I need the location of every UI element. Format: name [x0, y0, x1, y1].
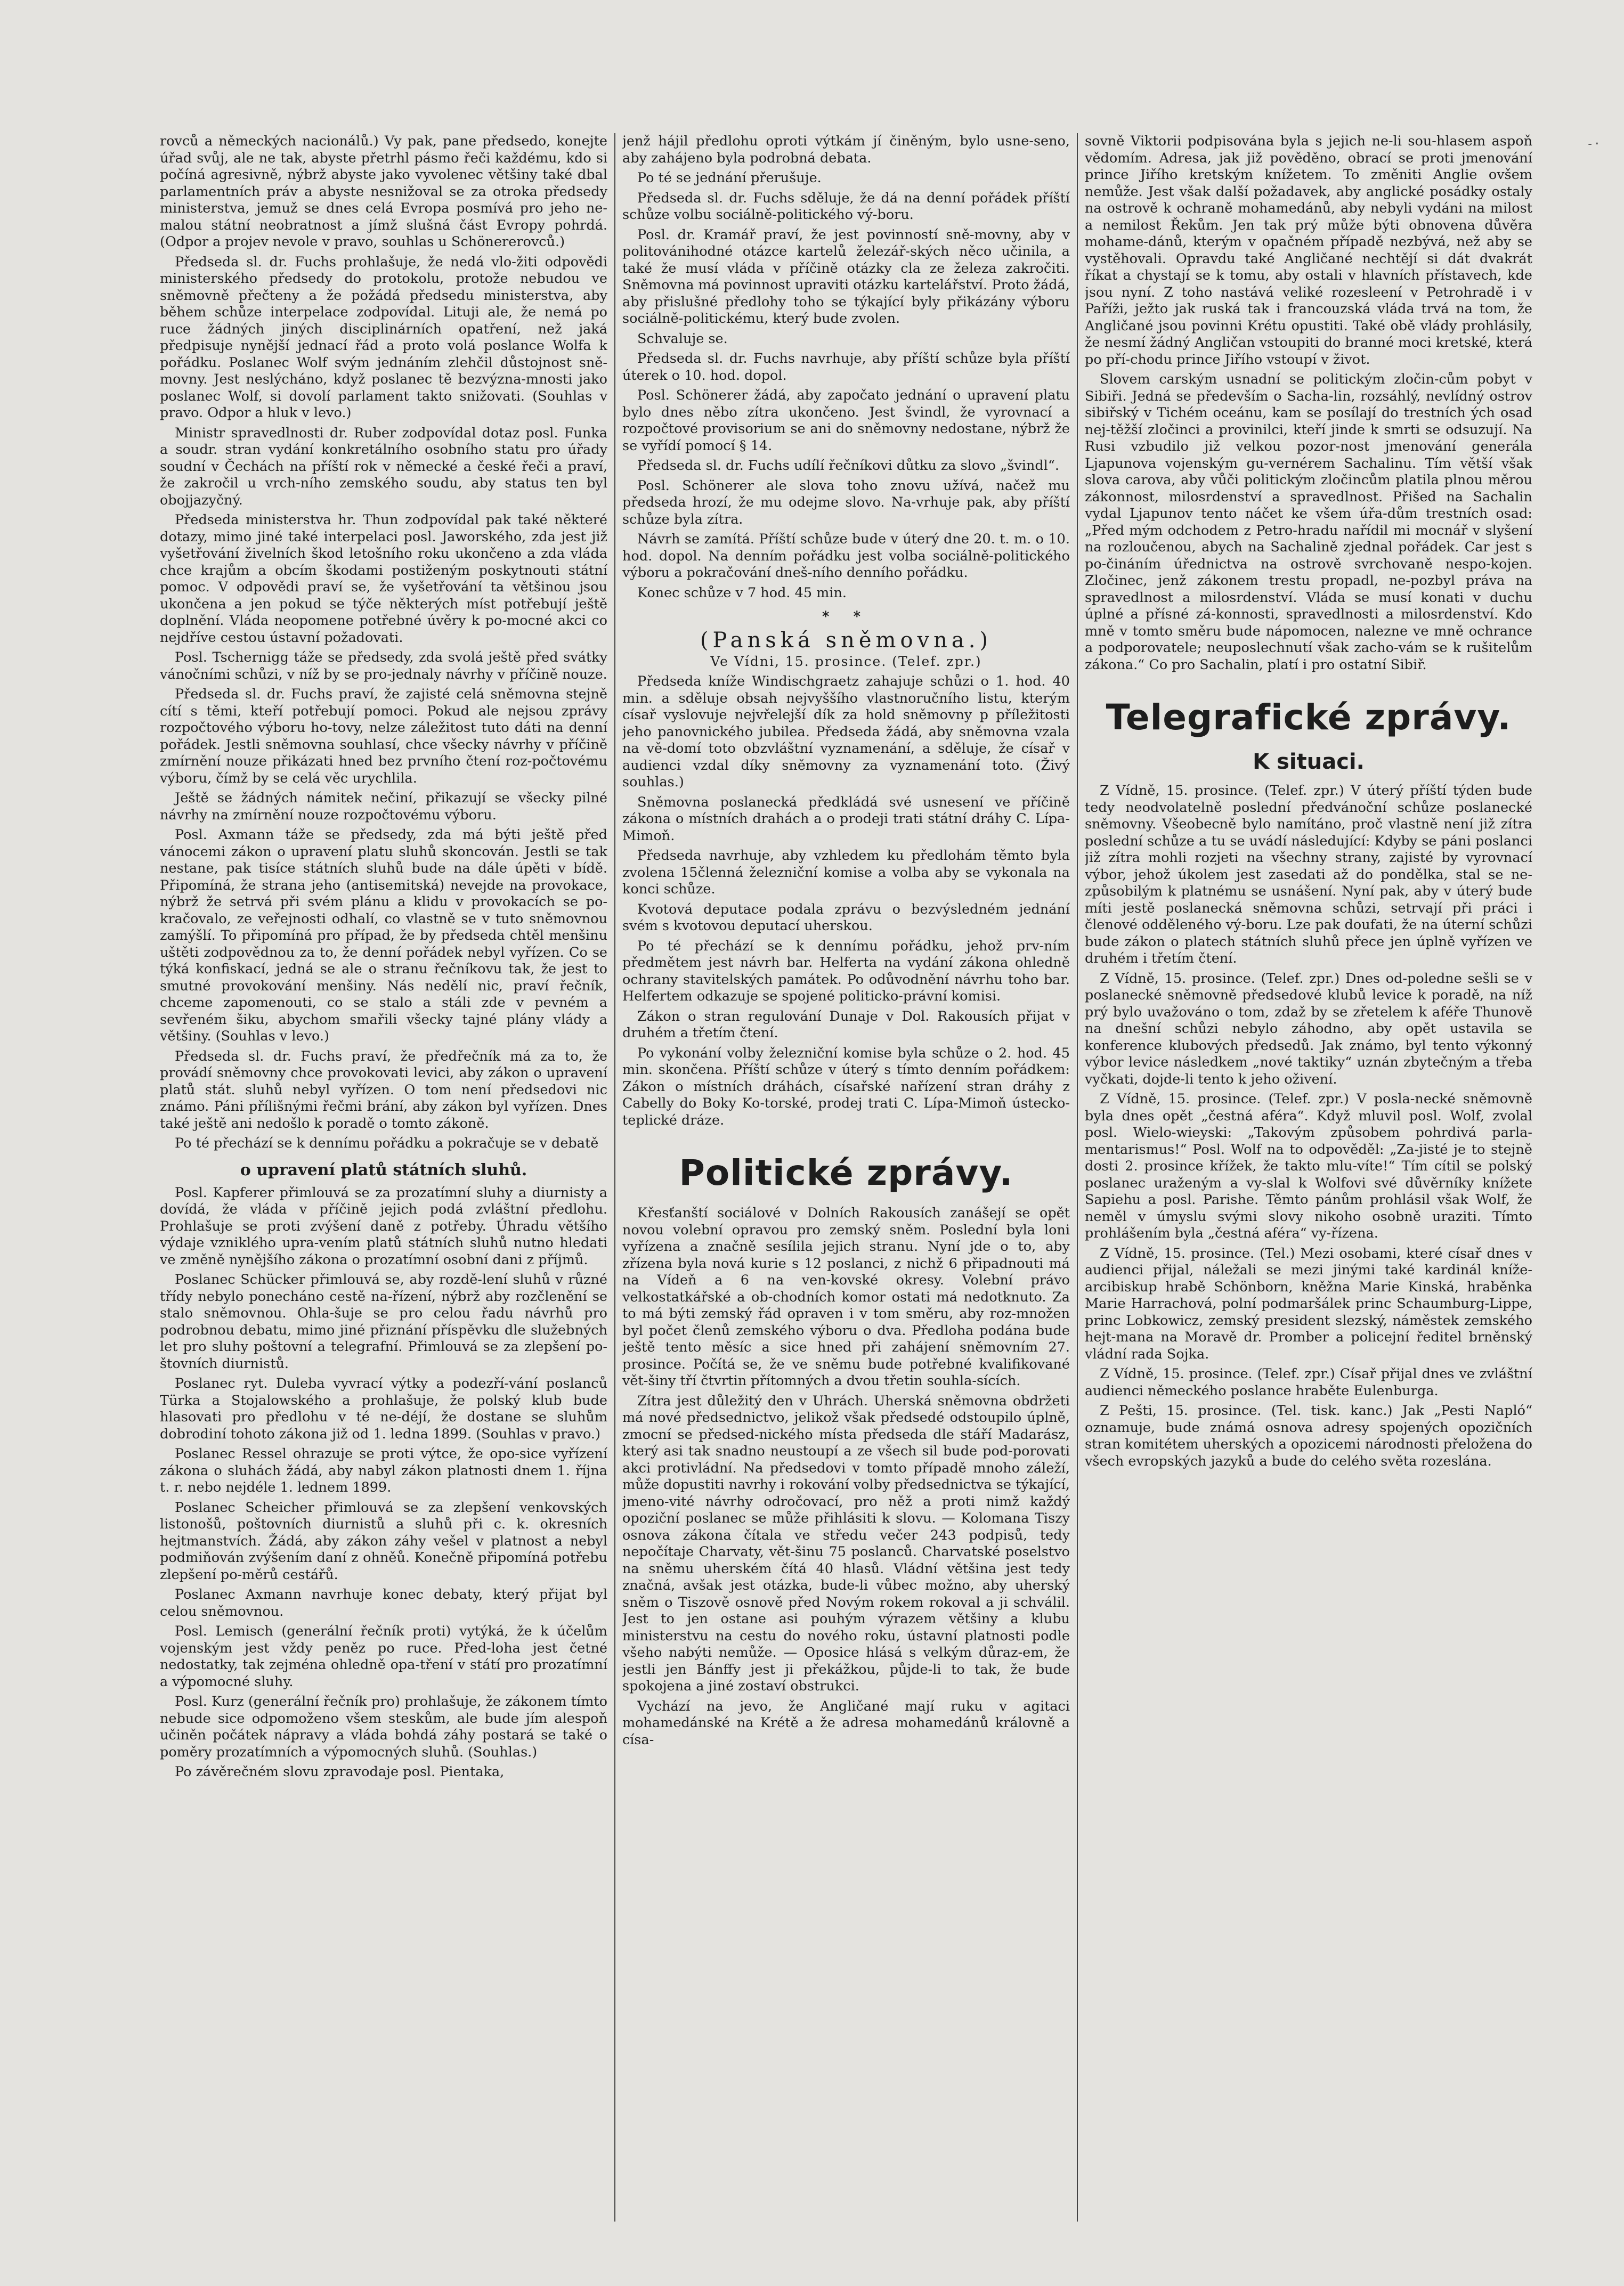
article-paragraph: Po té přechází se k dennímu pořádku a pokračuje se v debatě	[175, 1135, 599, 1151]
article-paragraph: Předseda navrhuje, aby vzhledem ku předlohám těmto byla zvolena 15členná železniční komise a volba aby se vykonala na konci schůze.	[622, 848, 1070, 897]
article-paragraph: Předseda kníže Windischgraetz zahajuje schůzi o 1. hod. 40 min. a sděluje obsah nejvyššího vlastnoručního listu, kterým císař vyslovuje nejvřelejší dík za hold sněmovny p příležitosti jeho panovnického jubilea. Předseda žádá, aby sněmovna vzala na vě-domí toto obzvláštní vyznamenání, a sděluje, že císař v audienci vzdal díky sněmovny za vyznamenání toto. (Živý souhlas.)	[622, 673, 1070, 790]
column-2	[622, 133, 1070, 2222]
column-3	[1085, 133, 1532, 2222]
article-columns	[160, 133, 1544, 2222]
article-paragraph: Ještě se žádných námitek nečiní, přikazují se všecky pilné návrhy na zmírnění nouze rozpočtovému výboru.	[160, 790, 607, 823]
section-separator: * *	[822, 609, 871, 625]
article-paragraph: Vychází na jevo, že Angličané mají ruku v agitaci mohamedánské na Krétě a že adresa mohamedánů královně a císa-	[622, 1698, 1070, 1748]
article-paragraph: Z Vídně, 15. prosince. (Telef. zpr.) V úterý příští týden bude tedy neodvolatelně poslední předvánoční schůze poslanecké sněmovny. Všeobecně bylo namítáno, proč vlastně není již zítra poslední schůze a tu se uvádí následující: Kdyby se páni poslanci již zítra mohli rozjeti na všechny strany, zajisté by vyrovnací výbor, jehož úkolem jest zasedati až do pondělka, stal se ne-způsobilým k platnému se usnášení. Nyní pak, aby v úterý bude míti jestě poslanecká sněmovna schůzi, setrvají při práci i členové odděleného vý-boru. Lze pak doufati, že na úterní schůzi bude zákon o platech státních sluhů přece jen úplně vyřízen ve druhém i třetím čtení.	[1085, 783, 1532, 966]
article-paragraph: Posl. Schönerer žádá, aby započato jednání o upravení platu bylo dnes něbo zítra ukončeno. Jest švindl, že vyrovnací a rozpočtové provisorium se ani do sněmovny nedostane, nýbrž že se vyřídí pomocí § 14.	[622, 387, 1070, 454]
article-paragraph: Posl. Tschernigg táže se předsedy, zda svolá ještě před svátky vánočními schůzi, v níž by se pro-jednaly návrhy v příčině nouze.	[160, 649, 607, 682]
article-paragraph: Předseda sl. dr. Fuchs prohlašuje, že nedá vlo-žiti odpovědi ministerského předsedy do protokolu, protože nebudou ve sněmovně přečteny a že požádá předsedu ministerstva, aby během schůze interpelace zodpovídal. Lituji ale, že nemá po ruce žádných jiných disciplinárních opatření, než jaká předpisuje nynější jednací řád a proto volá poslance Wolfa k pořádku. Poslanec Wolf svým jednáním zlehčil důstojnost sně-movny. Jest neslýcháno, když poslanec tě bezvýzna-mnosti jako poslanec Wolf, si dovolí parlament takto snižovati. (Souhlas v pravo. Odpor a hluk v levo.)	[160, 254, 607, 421]
edge-marks: -·	[1586, 137, 1601, 151]
article-paragraph: Poslanec ryt. Duleba vyvrací výtky a podezří-vání poslanců Türka a Stojalowského a prohlašuje, že polský klub bude hlasovati pro předlohu v té ne-déjí, že dostane se sluhům dobrodiní tohoto zákona již od 1. ledna 1899. (Souhlas v pravo.)	[160, 1376, 607, 1442]
article-paragraph: Konec schůze v 7 hod. 45 min.	[637, 584, 847, 601]
article-paragraph: Poslanec Ressel ohrazuje se proti výtce, že opo-sice vyřízení zákona o sluhách žádá, aby nabyl zákon platnosti dnem 1. října t. r. nebo nejdéle 1. lednem 1899.	[160, 1446, 607, 1495]
article-paragraph: Po té se jednání přerušuje.	[637, 170, 822, 186]
article-paragraph: Předseda sl. dr. Fuchs udílí řečníkovi důtku za slovo „švindl“.	[637, 458, 1059, 474]
article-paragraph: Posl. dr. Kramář praví, že jest povinností sně-movny, aby v politovánihodné otázce kartelů železář-ských něco učinila, a také že musí vláda v příčině otázky cla ze železa zakročiti. Sněmovna má povinnost upraviti otázku kartelářství. Proto žádá, aby přislušné předlohy toho se týkající byly přikázány výboru sociálně-politickému, který bude zvolen.	[622, 226, 1070, 327]
article-paragraph: Poslanec Schücker přimlouvá se, aby rozdě-lení sluhů v různé třídy nebylo ponecháno cestě na-řízení, nýbrž aby rozčlenění se stalo sněmovnou. Ohla-šuje se pro celou řadu návrhů pro podrobnou debatu, mimo jiné přiznání příspěvku dle služebných let pro sluhy poštovní a telegrafní. Přimlouvá se za zlepšení po-štovních diurnistů.	[160, 1272, 607, 1372]
article-paragraph: Zítra jest důležitý den v Uhrách. Uherská sněmovna obdržeti má nové předsednictvo, jelikož však předsedé odstoupilo úplně, zmocní se předsed-nického místa předseda dle stáří Madarász, který asi tak snadno neustoupí a ze všech sil bude pod-porovati akci protivládní. Na předsedovi v tomto případě mnoho záleží, může dopustiti navrhy i rokování volby předsednictva se týkající, jmeno-vité návrhy odročovací, pro něž a proti nimž každý opoziční poslanec se může přihlásiti k slovu. — Kolomana Tiszy osnova zákona čítala ve středu večer 243 podpisů, tedy nepočítaje Charvaty, vět-šinu 75 poslanců. Charvatské poselstvo na sněmu uherském čítá 40 hlasů. Vládní většina jest tedy značná, avšak jest otázka, bude-li vůbec možno, aby uherský sněm o Tiszově osnově před Novým rokem rokoval a ji schválil. Jest to jen ostane asi pouhým výrazem většiny a klubu ministerstvu na cestu do nového roku, ústavní platnosti podle všeho nabýti nemůže. — Oposice hlásá s velkým důraz-em, že jestli jen Bánffy jest ji překážkou, půjde-li to tak, že bude spokojena a jiné zostaví obstrukci.	[622, 1393, 1070, 1694]
column-divider	[1077, 133, 1078, 2222]
article-paragraph: Kvotová deputace podala zprávu o bezvýsledném jednání svém s kvotovou deputací uherskou.	[622, 901, 1070, 934]
article-paragraph: Z Vídně, 15. prosince. (Telef. zpr.) V posla-necké sněmovně byla dnes opět „čestná aféra“. Když mluvil posl. Wolf, zvolal posl. Wielo-wieyski: „Takovým způsobem pohrdivá parla-mentarismus!“ Posl. Wolf na to odpověděl: „Za-jisté je to stejně dosti 2. prosince křížek, že takto mlu-víte!“ Tím cítil se polský poslanec uraženým a vy-slal k Wolfovi své důvěrníky knížete Sapiehu a posl. Parishe. Těmto pánům prohlásil však Wolf, že neměl v úmyslu svými slovy nikoho osobně uraziti. Tímto prohlášením byla „čestná aféra“ vy-řízena.	[1085, 1091, 1532, 1241]
section-heading: Telegrafické zprávy.	[1106, 697, 1512, 738]
article-paragraph: sovně Viktorii podpisována byla s jejich ne-li sou-hlasem aspoň vědomím. Adresa, jak již pověděno, obrací se proti jmenování prince Jiřího kretským knížetem. To změniti Anglie ovšem nemůže. Jest však další požadavek, aby anglické posádky ostaly na ostrově k ochraně mohamedánů, aby nebyli vydáni na milost a nemilost Řekům. Jen tak prý může býti obnovena důvěra mohame-dánů, kterým v opačném případě nezbývá, než aby se vystěhovali. Opravdu také Angličané nechtějí si dát dvakrát říkat a chystají se k tomu, aby ostali v hlavních přístavech, kde jsou nyní. Z toho nastává veliké rozesleení v Petrohradě i v Paříži, ježto jak ruská tak i francouzská vláda trvá na tom, že Angličané jsou povinni Krétu opustiti. Také obě vlády prohlásily, že nesmí žádný Angličan vstoupiti do branné moci kretské, která po pří-chodu prince Jiřího vstoupí v život.	[1085, 133, 1532, 368]
section-heading: Politické zprávy.	[679, 1152, 1013, 1193]
article-paragraph: Předseda ministerstva hr. Thun zodpovídal pak také některé dotazy, mimo jiné také interpelaci posl. Jaworského, zda jest již vyšetřování živelních škod letošního roku ukončeno a zda vláda chce krajům a obcím škodami postiženým poskytnouti státní pomoc. V odpovědi praví se, že vyšetřování ta většinou jsou ukončena a jen pokud se týče některých míst potřebují ještě doplnění. Vláda neopomene potřebné úvěry k po-mocné akci co nejdříve cestou ústavní požadovati.	[160, 512, 607, 646]
section-subheading: o upravení platů státních sluhů.	[240, 1160, 527, 1179]
article-paragraph: Ministr spravedlnosti dr. Ruber zodpovídal dotaz posl. Funka a soudr. stran vydání konkretálního osobního statu pro úřady soudní v Čechách na příští rok v německé a české řeči a praví, že zakročil u vrch-ního zemského soudu, aby status ten byl obojjazyčný.	[160, 425, 607, 508]
article-paragraph: Poslanec Axmann navrhuje konec debaty, který přijat byl celou sněmovnou.	[160, 1587, 607, 1620]
column-divider	[614, 133, 615, 2222]
article-paragraph: Z Vídně, 15. prosince. (Telef. zpr.) Císař přijal dnes ve zvláštní audienci německého poslance hraběte Eulenburga.	[1085, 1366, 1532, 1399]
article-paragraph: rovců a německých nacionálů.) Vy pak, pane předsedo, konejte úřad svůj, ale ne tak, abyste přetrhl pásmo řeči každému, kdo si počíná agresivně, nýbrž abyste jako vyvolenec většiny také dbal parlamentních práv a abyste nesnižoval se za otroka předsedy ministerstva, jemuž se dnes celá Evropa posmívá pro jeho ne-malou státní neobratnost a jímž slušná část Evropy pohrdá. (Odpor a projev nevole v pravo, souhlas u Schönererovců.)	[160, 133, 607, 250]
article-paragraph: Z Pešti, 15. prosince. (Tel. tisk. kanc.) Jak „Pesti Napló“ oznamuje, bude známá osnova adresy spojených opozičních stran komitétem uherských a opozicemi národnosti přeložena do všech evropských jazyků a bude do celého světa rozeslána.	[1085, 1403, 1532, 1469]
article-paragraph: Slovem carským usnadní se politickým zločin-cům pobyt v Sibiři. Jedná se především o Sacha-lin, rozsáhlý, nevlídný ostrov sibiřský v Tichém oceánu, kam se posílají do trestních ých osad nej-těžší zločinci a provinilci, kteří jinde k smrti se odsuzují. Na Rusi vzbudilo již velkou pozor-nost jmenování generála Ljapunova vojenským gu-vernérem Sachalinu. Tím větší však slova carova, aby vůči politickým zločincům platila plnou měrou zákonnost, milosrdenství a spravedlnost. Přišed na Sachalin vydal Ljapunov tento náčet ke všem úřa-dům trestních osad: „Před mým odchodem z Petro-hradu nařídil mi mocnář v slyšení na rozloučenou, abych na Sachalině zjednal pořádek. Car jest s po-čináním úřednictva na ostrově svrchovaně nespo-kojen. Zločinec, jenž zákonem trestu propadl, ne-pozbyl práva na spravedlnost a milosrdenství. Vláda se musí konati v duchu úplné a přísné zá-konnosti, spravedlnosti a milosrdenství. Kdo mně v tomto směru bude nápomocen, nalezne ve mně ochrance a podporovatele; neuposlechnutí však zacho-vám se k rušitelům zákona.“ Co pro Sachalin, platí i pro ostatní Sibiř.	[1085, 371, 1532, 673]
article-paragraph: Po té přechází se k dennímu pořádku, jehož prv-ním předmětem jest návrh bar. Helferta na vydání zákona ohledně ochrany stavitelských památek. Po odůvodnění návrhu toho bar. Helfertem odkazuje se spojené politicko-právní komisi.	[622, 938, 1070, 1004]
column-1	[160, 133, 607, 2222]
article-paragraph: Posl. Kurz (generální řečník pro) prohlašuje, že zákonem tímto nebude sice odpomoženo všem steskům, ale bude jím alespoň učiněn počátek nápravy a vláda bohdá záhy postará se také o poměry prozatímních a výpomocných sluhů. (Souhlas.)	[160, 1694, 607, 1760]
article-paragraph: Po závěrečném slovu zpravodaje posl. Pientaka,	[175, 1764, 505, 1780]
article-paragraph: Předseda sl. dr. Fuchs praví, že předřečník má za to, že provádí sněmovny chce provokovati levici, aby zákon o upravení platů stát. sluhů nebyl vyřízen. O tom není předsedovi nic známo. Páni přílišnými řečmi brání, aby zákon byl vyřízen. Dnes také ještě ani nedošlo k poradě o tomto zákoně.	[160, 1048, 607, 1132]
article-paragraph: Posl. Lemisch (generální řečník proti) vytýká, že k účelům vojenským jest vždy peněz po ruce. Před-loha jest četné nedostatky, tak zejména ohledně opa-tření v státí pro prozatímní a výpomocné sluhy.	[160, 1623, 607, 1690]
article-paragraph: Posl. Kapferer přimlouvá se za prozatímní sluhy a diurnisty a dovídá, že vláda v příčině jejich podá zvláštní předlohu. Prohlašuje se proti zvýšení daně z potřeby. Úhradu většího výdaje vzniklého upra-vením platů státních sluhů nutno hledati ve změně nynějšího zákona o prozatímní osobní dani z příjmů.	[160, 1184, 607, 1268]
article-paragraph: Z Vídně, 15. prosince. (Tel.) Mezi osobami, které císař dnes v audienci přijal, náležali se mezi jinými také kardinál kníže-arcibiskup hrabě Schönborn, kněžna Marie Kinská, hraběnka Marie Harrachová, polní podmaršálek princ Schaumburg-Lippe, princ Lobkowicz, zemský president slezský, náměstek zemského hejt-mana na Moravě dr. Promber a policejní ředitel brněnský vládní rada Sojka.	[1085, 1245, 1532, 1362]
article-paragraph: jenž hájil předlohu oproti výtkám jí činěným, bylo usne-seno, aby zahájeno byla podrobná debata.	[622, 133, 1070, 166]
article-paragraph: Předseda sl. dr. Fuchs navrhuje, aby příští schůze byla příští úterek o 10. hod. dopol.	[622, 351, 1070, 384]
article-paragraph: Křesťanští sociálové v Dolních Rakousích zanášejí se opět novou volební opravou pro zemský sněm. Poslední byla loni vyřízena a značně sesílila jejich stranu. Nyní jde o to, aby zřízena byla nová kurie s 12 poslanci, z nichž 6 připadnouti má na Vídeň a 6 na ven-kovské okresy. Volební právo velkostatkářské a ob-chodních komor ostati má nedotknuto. Za to má býti zemský řád opraven i v tom směru, aby roz-množen byl počet členů zemského výboru o dva. Předloha podána bude ještě tento měsíc a sice hned při zahájení sněmovním 27. prosince. Počítá se, že ve sněmu bude potřebné kvalifikované vět-šiny tří čtvrtin přítomných a dvou třetin souhla-sících.	[622, 1205, 1070, 1389]
article-paragraph: Schvaluje se.	[637, 330, 728, 347]
dateline: Ve Vídni, 15. prosince. (Telef. zpr.)	[710, 654, 982, 669]
article-paragraph: Po vykonání volby železniční komise byla schůze o 2. hod. 45 min. skončena. Příští schůze v úterý s tímto denním pořádkem: Zákon o místních dráhách, císařské nařízení stran dráhy z Cabelly do Boky Ko-torské, prodej trati C. Lípa-Mimoň ústecko-teplické dráze.	[622, 1045, 1070, 1128]
section-subheading: K situaci.	[1253, 750, 1365, 774]
article-paragraph: Předseda sl. dr. Fuchs praví, že zajisté celá sněmovna stejně cítí s těmi, kteří potřebují pomoci. Pokud ale nejsou zprávy rozpočtového výboru ho-tovy, nelze záležitost tuto dáti na denní pořádek. Jestli sněmovna souhlasí, chce všecky návrhy v příčině zmírnění nouze přikázati hned bez prvního čtení roz-počtovému výboru, čímž by se celá věc urychlila.	[160, 686, 607, 786]
article-paragraph: Posl. Schönerer ale slova toho znovu užívá, načež mu předseda hrozí, že mu odejme slovo. Na-vrhuje pak, aby příští schůze byla zítra.	[622, 477, 1070, 527]
article-paragraph: Předseda sl. dr. Fuchs sděluje, že dá na denní pořádek příští schůze volbu sociálně-politického vý-boru.	[622, 190, 1070, 223]
article-paragraph: Z Vídně, 15. prosince. (Telef. zpr.) Dnes od-poledne sešli se v poslanecké sněmovně předsedové klubů levice k poradě, na níž prý bylo uvažováno o tom, zdaž by se zřetelem k aféře Thunově na dnešní schůzi nebylo záhodno, aby opět ustavila se konference klubových předsedů. Jak známo, byl tento výkonný výbor levice následkem „nové taktiky“ uznán zbytečným a třeba vyčkati, dojde-li tento k jeho oživení.	[1085, 970, 1532, 1087]
article-paragraph: Poslanec Scheicher přimlouvá se za zlepšení venkovských listonošů, poštovních diurnistů a sluhů při c. k. okresních hejtmanstvích. Žádá, aby zákon záhy vešel v platnost a nebyl podmiňován zvýšením daní z ohněů. Konečně připomíná potřebu zlepšení po-měrů cestářů.	[160, 1499, 607, 1583]
article-paragraph: Posl. Axmann táže se předsedy, zda má býti ještě před vánocemi zákon o upravení platu sluhů skoncován. Jestli se tak nestane, pak tisíce státních sluhů bude na dále úpěti v bídě. Připomíná, že strana jeho (antisemitská) nevejde na provokace, nýbrž že setrvá při svém plánu a klidu v provokacích se po-kračovalo, ze veřejnosti odhalí, co vlastně se v tuto sněmovnou zamýšlí. To připomíná pro případ, že by předseda chtěl menšinu uštěti zodpovědnou za to, že denní pořádek nebyl vyřízen. Co se týká konfiskací, jedná se ale o stranu řečníkovu tak, že jest to smutné provokování menšiny. Nás nedělí nic, praví řečník, chceme zapomenouti, co se stalo a stáli zde v pevném a sevřeném šiku, abychom smařili všecky tajné plány vlády a většiny. (Souhlas v levo.)	[160, 827, 607, 1044]
article-paragraph: Zákon o stran regulování Dunaje v Dol. Rakousích přijat v druhém a třetím čtení.	[622, 1008, 1070, 1041]
section-title: (Panská sněmovna.)	[700, 628, 993, 653]
article-paragraph: Sněmovna poslanecká předkládá své usnesení ve příčině zákona o místních drahách a o prodeji trati státní dráhy C. Lípa-Mimoň.	[622, 794, 1070, 844]
article-paragraph: Návrh se zamítá. Příští schůze bude v úterý dne 20. t. m. o 10. hod. dopol. Na denním pořádku jest volba sociálně-politického výboru a pokračování dneš-ního denního pořádku.	[622, 531, 1070, 581]
